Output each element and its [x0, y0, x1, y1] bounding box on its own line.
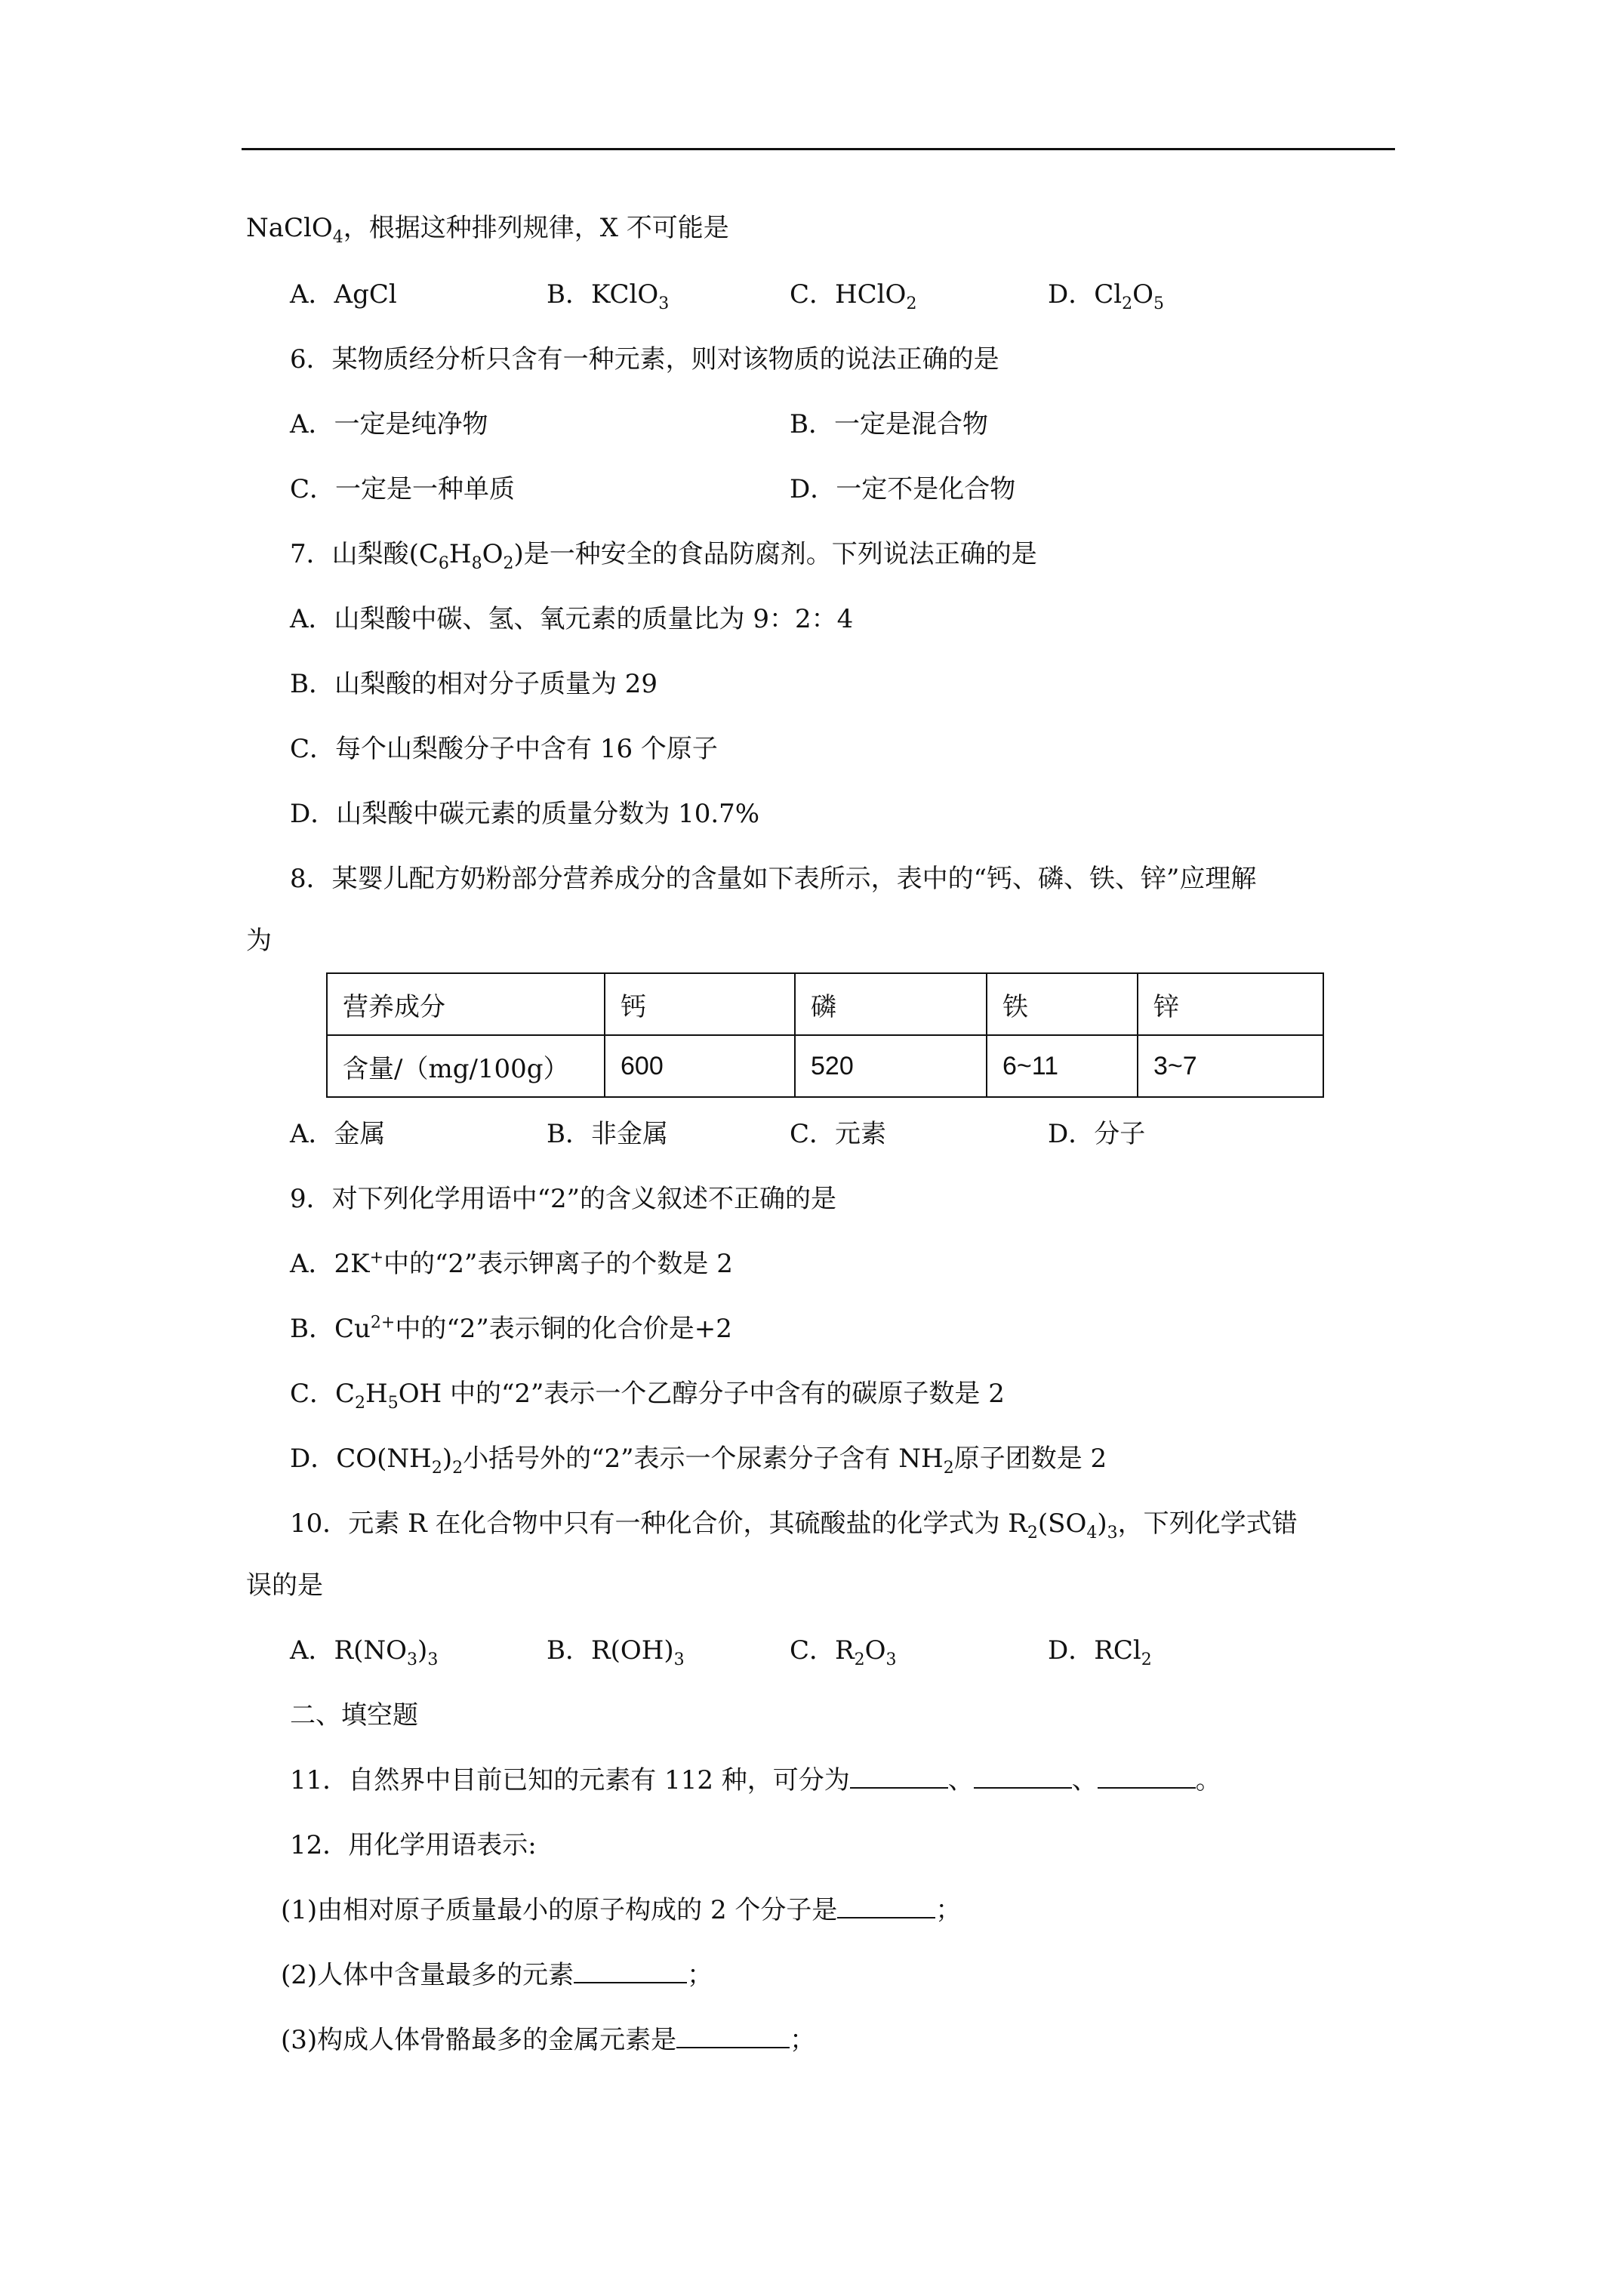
table-cell: 锌: [1138, 973, 1323, 1035]
q5-option-d: D．$Cl_2O_5$: [1048, 279, 1165, 313]
q9-option-c: C．$C_2H_5OH$ 中的“2”表示一个乙醇分子中含有的碳原子数是 2: [290, 1379, 1005, 1413]
table-cell: 钙: [605, 973, 795, 1035]
q12-part-2: (2)人体中含量最多的元素 ；: [281, 1960, 713, 1990]
q7-option-c: C．每个山梨酸分子中含有 16 个原子: [290, 734, 718, 764]
header-rule: [242, 148, 1395, 150]
q7-option-a: A．山梨酸中碳、氢、氧元素的质量比为 9：2：4: [290, 604, 854, 634]
answer-blank[interactable]: [974, 1764, 1072, 1789]
q12-stem: 12．用化学用语表示:: [290, 1830, 537, 1860]
nutrition-table: [326, 972, 1324, 1098]
table-cell: 6~11: [987, 1035, 1138, 1097]
q9-stem: 9．对下列化学用语中“2”的含义叙述不正确的是: [290, 1184, 837, 1214]
section-heading: 二、填空题: [290, 1700, 418, 1730]
q10-stem-line2: 误的是: [246, 1570, 323, 1601]
q5-stem: NaClO$_4$，根据这种排列规律，X 不可能是: [246, 213, 729, 247]
q7-option-b: B．山梨酸的相对分子质量为 29: [290, 669, 658, 699]
q6-stem: 6．某物质经分析只含有一种元素，则对该物质的说法正确的是: [290, 344, 999, 374]
q10-option-a: A．$R(NO_3)_3$: [290, 1635, 439, 1669]
q8-option-d: D．分子: [1048, 1119, 1146, 1149]
q7-option-d: D．山梨酸中碳元素的质量分数为 10.7%: [290, 799, 760, 829]
table-cell: 600: [605, 1035, 795, 1097]
q8-option-a: A．金属: [290, 1119, 386, 1149]
q8-option-b: B．非金属: [547, 1119, 668, 1149]
q9-option-d: D．$CO(NH_2)_2$小括号外的“2”表示一个尿素分子含有 $NH_2$原子团数是 2: [290, 1444, 1107, 1478]
q11-stem: 11．自然界中目前已知的元素有 112 种，可分为 、 、 。: [290, 1765, 1221, 1795]
q9-option-b: B．$Cu^{2+}$中的“2”表示铜的化合价是+2: [290, 1313, 732, 1344]
q8-stem-line2: 为: [246, 926, 272, 956]
table-cell: 3~7: [1138, 1035, 1323, 1097]
answer-blank[interactable]: [1098, 1764, 1196, 1789]
q7-stem: 7．山梨酸$(C_6H_8O_2)$是一种安全的食品防腐剂。下列说法正确的是: [290, 539, 1037, 573]
q6-option-a: A．一定是纯净物: [290, 409, 488, 439]
table-row: [327, 1035, 1323, 1097]
answer-blank[interactable]: [574, 1959, 687, 1983]
table-cell: 铁: [987, 973, 1138, 1035]
q5-option-a: A．AgCl: [290, 279, 397, 310]
q6-option-d: D．一定不是化合物: [790, 474, 1016, 504]
q10-stem-line1: 10．元素 R 在化合物中只有一种化合价，其硫酸盐的化学式为 $R_2(SO_4)_3$，下列化学式错: [290, 1509, 1298, 1542]
q9-option-a: A．2K+中的“2”表示钾离子的个数是 2: [290, 1248, 733, 1279]
answer-blank[interactable]: [837, 1894, 935, 1918]
q6-option-c: C．一定是一种单质: [290, 474, 516, 504]
q5-option-b: B．KClO$_3$: [547, 279, 670, 313]
answer-blank[interactable]: [850, 1764, 948, 1789]
q10-option-d: D．RCl$_2$: [1048, 1635, 1152, 1669]
table-header-row: [327, 973, 1323, 1035]
q10-option-c: C．$R_2O_3$: [790, 1635, 897, 1669]
table-cell: 营养成分: [327, 973, 605, 1035]
q6-option-b: B．一定是混合物: [790, 409, 988, 439]
table-cell: 磷: [795, 973, 987, 1035]
q5-option-c: C．HClO$_2$: [790, 279, 917, 313]
q8-stem-line1: 8．某婴儿配方奶粉部分营养成分的含量如下表所示，表中的“钙、磷、铁、锌”应理解: [290, 864, 1257, 894]
q12-part-3: (3)构成人体骨骼最多的金属元素是 ；: [281, 2025, 816, 2055]
table-cell: 含量/（mg/100g）: [327, 1035, 605, 1097]
q10-option-b: B．$R(OH)_3$: [547, 1635, 685, 1669]
q8-option-c: C．元素: [790, 1119, 887, 1149]
table-cell: 520: [795, 1035, 987, 1097]
q12-part-1: (1)由相对原子质量最小的原子构成的 2 个分子是 ；: [281, 1895, 962, 1925]
answer-blank[interactable]: [676, 2024, 790, 2048]
